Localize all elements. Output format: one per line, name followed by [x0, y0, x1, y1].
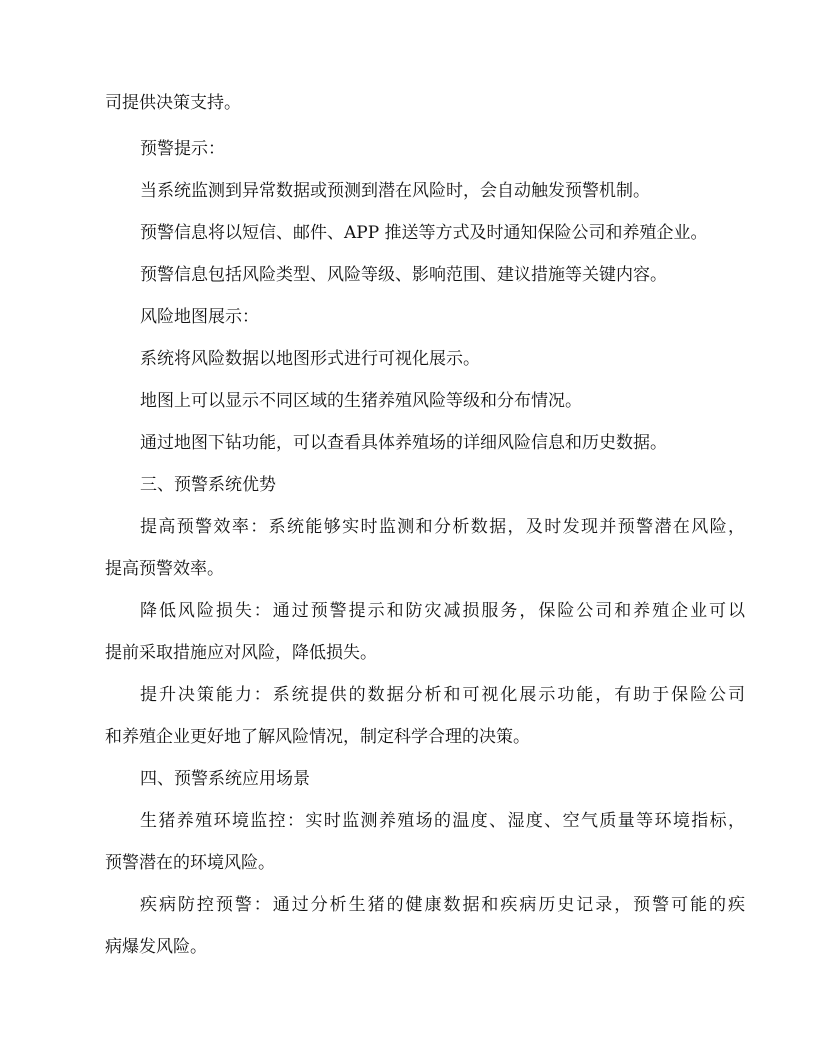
text-line: 当系统监测到异常数据或预测到潜在风险时，会自动触发预警机制。	[140, 181, 650, 201]
text-line: 预警信息包括风险类型、风险等级、影响范围、建议措施等关键内容。	[140, 265, 667, 285]
text-line: 地图上可以显示不同区域的生猪养殖风险等级和分布情况。	[140, 391, 582, 411]
text-line: 提高预警效率：系统能够实时监测和分析数据，及时发现并预警潜在风险，	[140, 517, 745, 537]
text-line: 生猪养殖环境监控：实时监测养殖场的温度、湿度、空气质量等环境指标，	[140, 811, 745, 831]
text-line: 疾病防控预警：通过分析生猪的健康数据和疾病历史记录，预警可能的疾	[140, 895, 745, 915]
text-line: 系统将风险数据以地图形式进行可视化展示。	[140, 349, 480, 369]
section-label: 预警提示：	[140, 139, 225, 159]
text-line: 病爆发风险。	[105, 937, 207, 957]
text-line: 降低风险损失：通过预警提示和防灾减损服务，保险公司和养殖企业可以	[140, 601, 745, 621]
text-line: 司提供决策支持。	[105, 93, 241, 113]
text-line: 提升决策能力：系统提供的数据分析和可视化展示功能，有助于保险公司	[140, 685, 745, 705]
section-heading: 三、预警系统优势	[140, 475, 276, 495]
section-label: 风险地图展示：	[140, 307, 259, 327]
section-heading: 四、预警系统应用场景	[140, 769, 310, 789]
text-line: 提前采取措施应对风险，降低损失。	[105, 643, 377, 663]
text-line: 和养殖企业更好地了解风险情况，制定科学合理的决策。	[105, 727, 530, 747]
text-line: 预警潜在的环境风险。	[105, 853, 275, 873]
text-line: 提高预警效率。	[105, 559, 224, 579]
text-line: 通过地图下钻功能，可以查看具体养殖场的详细风险信息和历史数据。	[140, 433, 667, 453]
text-line: 预警信息将以短信、邮件、APP 推送等方式及时通知保险公司和养殖企业。	[140, 223, 708, 243]
